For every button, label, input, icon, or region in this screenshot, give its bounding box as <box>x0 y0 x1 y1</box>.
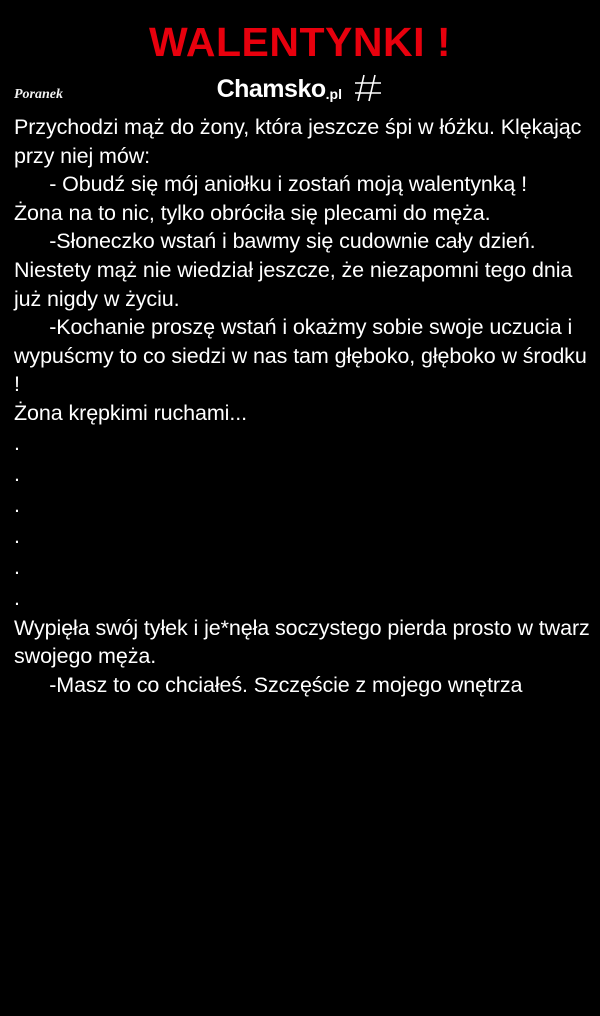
page-title: WALENTYNKI ! <box>148 19 452 65</box>
header <box>0 75 600 113</box>
story-paragraph: -Kochanie proszę wstań i okażmy sobie swoje uczucia i wypuścmy to co siedzi w nas tam głęboko, głęboko w środku ! <box>14 315 593 397</box>
story-paragraph: Przychodzi mąż do żony, która jeszcze śpi w łóżku. Klękając przy niej mów: <box>14 115 588 168</box>
brand-logo <box>0 75 600 110</box>
brand-name: Chamsko <box>216 75 326 103</box>
suspense-dot: . <box>14 523 20 548</box>
tagline-label: Poranek <box>14 87 63 102</box>
hash-logo-icon <box>353 73 383 108</box>
suspense-dot: . <box>14 461 20 486</box>
suspense-dot: . <box>14 554 20 579</box>
suspense-dot: . <box>14 585 20 610</box>
story-body <box>0 113 600 699</box>
story-paragraph: -Słoneczko wstań i bawmy się cudownie cały dzień. <box>14 229 536 254</box>
story-paragraph: Żona krępkimi ruchami... <box>14 400 247 425</box>
story-paragraph: Żona na to nic, tylko obróciła się plecami do męża. <box>14 200 491 225</box>
story-ending: Wypięła swój tyłek i je*nęła soczystego pierda prosto w twarz swojego męża. <box>14 615 596 669</box>
brand-tld: .pl <box>325 86 342 102</box>
suspense-dot: . <box>14 430 20 455</box>
story-ending: -Masz to co chciałeś. Szczęście z mojego wnętrza <box>14 672 523 697</box>
story-paragraph: - Obudź się mój aniołku i zostań moją walentynką ! <box>14 172 528 197</box>
story-paragraph: Niestety mąż nie wiedział jeszcze, że niezapomni tego dnia już nigdy w życiu. <box>14 257 579 311</box>
suspense-dot: . <box>14 492 20 517</box>
